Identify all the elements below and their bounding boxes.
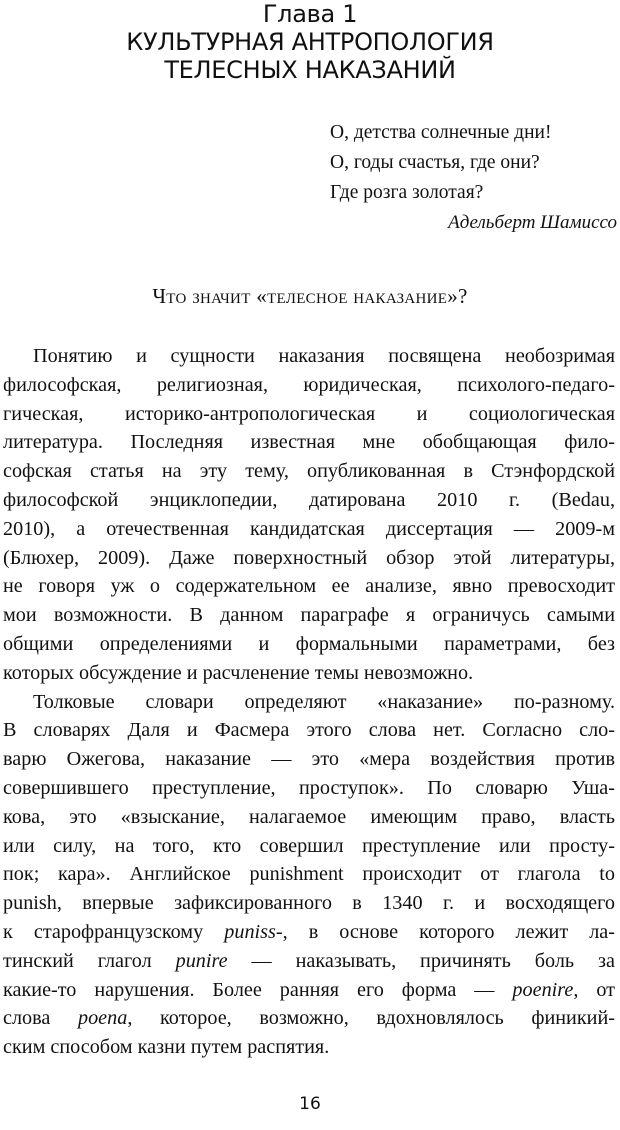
paragraph-1-line: философская, религиозная, юридическая, психолого-педаго- — [3, 373, 615, 396]
paragraph-2-line — [3, 976, 615, 1005]
paragraph-2-line: ским способом казни путем распятия. — [3, 1036, 330, 1059]
chapter-label: Глава 1 — [262, 0, 358, 28]
paragraph-1-line: мои возможности. В данном параграфе я ограничусь самыми — [3, 604, 615, 627]
chapter-header — [0, 0, 620, 84]
italic-term: poena — [77, 1007, 128, 1030]
epigraph-line: Где розга золотая? — [330, 182, 484, 203]
paragraph-1-line: (Блюхер, 2009). Даже поверхностный обзор этой литературы, — [3, 546, 615, 569]
paragraph-1-line: общими определениями и формальными параметрами, без — [3, 632, 615, 655]
paragraph-2-line: варю Ожегова, наказание — это «мера воздействия против — [3, 748, 615, 771]
epigraph-line: О, годы счастья, где они? — [330, 152, 540, 173]
paragraph-2-line — [3, 947, 615, 976]
epigraph-author: Адельберт Шамиссо — [448, 212, 617, 233]
line-text: какие-то нарушения. Более ранняя его форма — — [3, 978, 513, 1001]
paragraph-1-line: Понятию и сущности наказания посвящена необозримая — [33, 345, 615, 367]
chapter-title-line-2: ТЕЛЕСНЫХ НАКАЗАНИЙ — [164, 56, 456, 84]
italic-term: poenire — [512, 978, 574, 1001]
line-text: к старофранцузскому — [3, 920, 225, 943]
line-text: , в основе которого лежит ла- — [282, 920, 615, 943]
paragraph-2-line: совершившего преступление, проступок». По словарю Уша- — [3, 776, 615, 799]
page-number: 16 — [299, 1094, 321, 1114]
line-text: , от — [573, 978, 615, 1001]
section-title: Что значит «телесное наказание»? — [152, 284, 468, 308]
body-text — [3, 342, 615, 1062]
paragraph-2-line: В словарях Даля и Фасмера этого слова нет. Согласно сло- — [3, 719, 615, 742]
italic-term: punire — [175, 949, 228, 972]
chapter-title-line-1: КУЛЬТУРНАЯ АНТРОПОЛОГИЯ — [126, 28, 494, 56]
paragraph-1-line: литература. Последняя известная мне обобщающая фило- — [3, 431, 615, 454]
paragraph-1-line: 2010), а отечественная кандидатская диссертация — 2009-м — [3, 517, 615, 540]
epigraph-line: О, детства солнечные дни! — [330, 122, 552, 143]
paragraph-2-line — [3, 1004, 615, 1033]
paragraph-1-line: философской энциклопедии, датирована 2010 г. (Bedau, — [3, 488, 615, 511]
line-text: — наказывать, причинять боль за — [227, 949, 615, 972]
paragraph-2-line: или силу, на того, кто совершил преступление или просту- — [3, 834, 615, 857]
line-text: тинский глагол — [3, 949, 176, 972]
paragraph-1-line: которых обсуждение и расчленение темы невозможно. — [3, 661, 474, 684]
paragraph-2-line — [3, 918, 615, 947]
paragraph-1-line: гическая, историко-антропологическая и социологическая — [3, 402, 615, 425]
epigraph — [330, 118, 617, 238]
paragraph-2-line: punish, впервые зафиксированного в 1340 г. и восходящего — [3, 892, 615, 915]
paragraph-2-line: Толковые словари определяют «наказание» по-разному. — [33, 690, 615, 713]
paragraph-2-line: кова, это «взыскание, налагаемое имеющим право, власть — [3, 805, 615, 828]
line-text: , которое, возможно, вдохновлялось финикий- — [127, 1007, 615, 1030]
line-text: слова — [3, 1007, 78, 1030]
paragraph-1-line: софская статья на эту тему, опубликованная в Стэнфордской — [3, 460, 615, 483]
paragraph-2-line: пок; кара». Английское punishment происходит от глагола to — [3, 863, 615, 886]
italic-term: puniss- — [224, 920, 283, 943]
paragraph-1-line: не говоря уж о содержательном ее анализе, явно превосходит — [3, 575, 615, 598]
